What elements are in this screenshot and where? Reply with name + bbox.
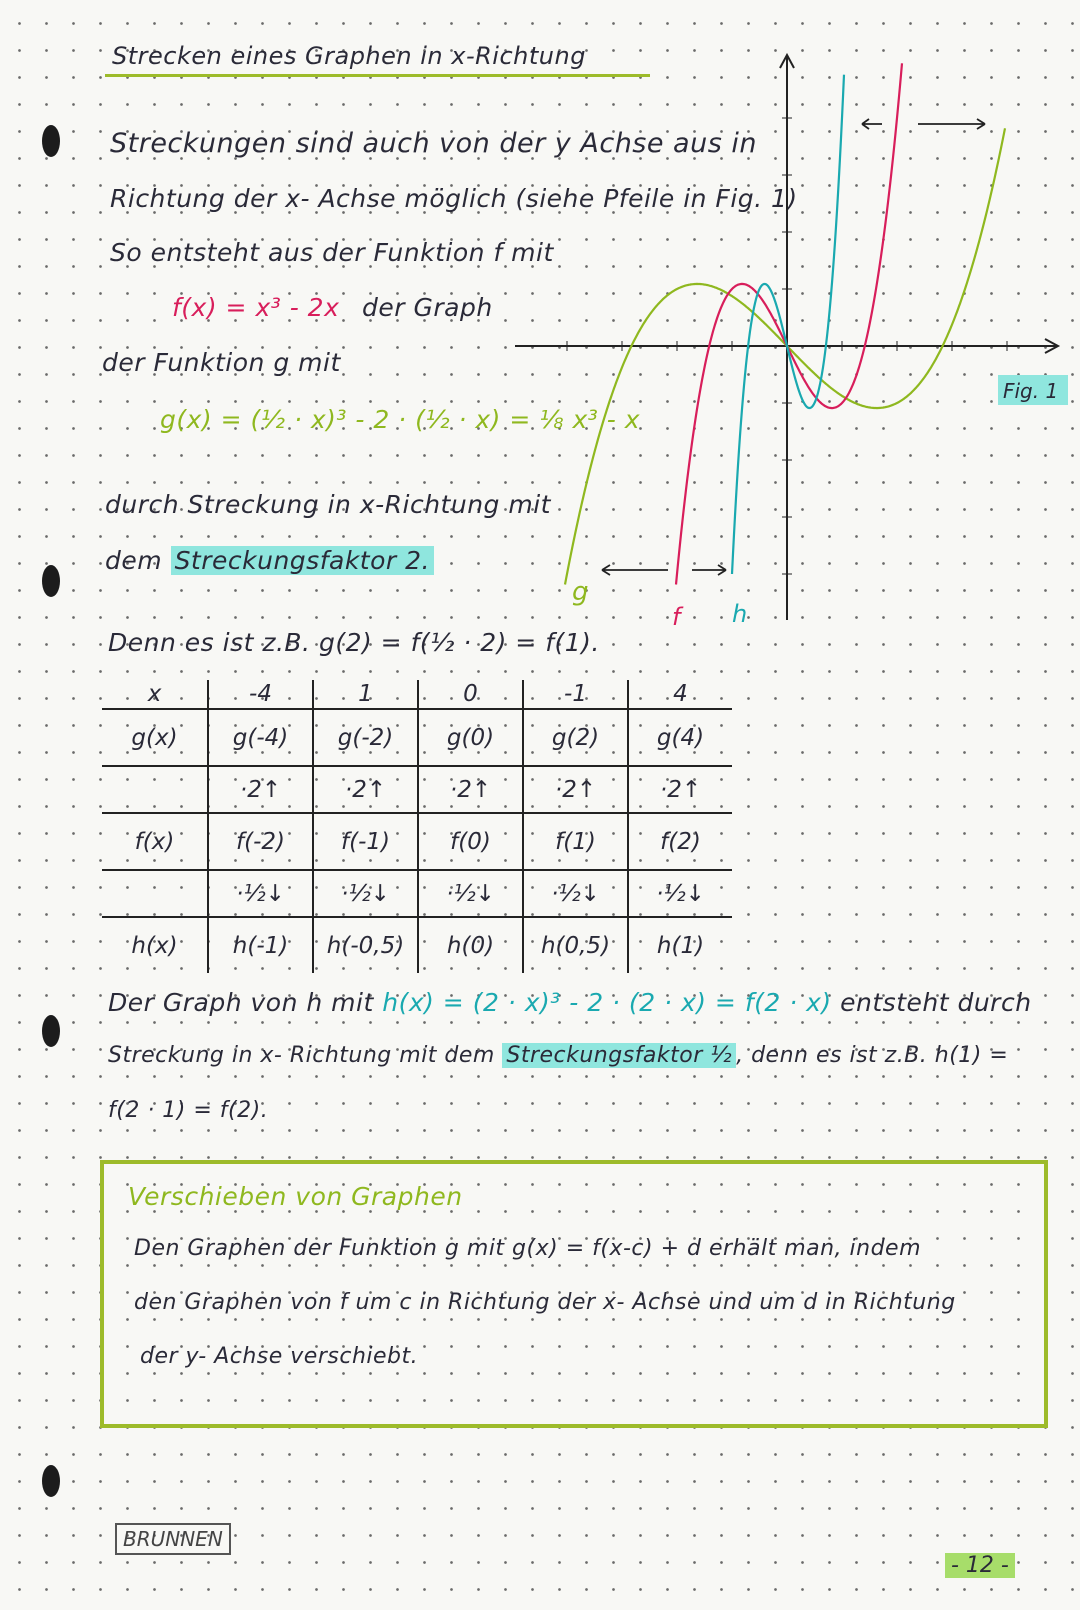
label-f: f	[672, 603, 681, 631]
table-cell: h(-0,5)	[313, 917, 418, 973]
h-text-line-2-prefix: Streckung in x- Richtung mit dem	[108, 1043, 495, 1068]
table-cell: x	[102, 680, 208, 709]
table-cell: g(x)	[102, 709, 208, 766]
function-graph-figure	[0, 0, 1080, 640]
table-cell: ·½↓	[523, 870, 628, 917]
intro-line-6: durch Streckung in x-Richtung mit	[105, 490, 551, 519]
table-cell: g(4)	[628, 709, 732, 766]
table-cell: f(0)	[418, 813, 523, 870]
table-cell: h(1)	[628, 917, 732, 973]
table-cell	[102, 870, 208, 917]
table-cell: 0	[418, 680, 523, 709]
table-row	[102, 870, 732, 917]
stretch-factor-highlight: Streckungsfaktor 2.	[171, 546, 434, 575]
arrow-left-icon	[862, 119, 882, 129]
page-title: Strecken eines Graphen in x-Richtung	[112, 42, 586, 70]
table-cell: f(x)	[102, 813, 208, 870]
table-cell: -1	[523, 680, 628, 709]
table-cell: h(x)	[131, 932, 178, 959]
table-cell: ·½↓	[208, 870, 313, 917]
table-cell: h(0,5)	[523, 917, 628, 973]
table-cell: 1	[313, 680, 418, 709]
table-cell: ·2↑	[313, 766, 418, 813]
table-cell: ·½↓	[313, 870, 418, 917]
table-cell: ·2↑	[418, 766, 523, 813]
table-row	[102, 813, 732, 870]
table-cell: f(-1)	[313, 813, 418, 870]
table-row	[102, 709, 732, 766]
intro-line-2: Richtung der x- Achse möglich (siehe Pfeile in Fig. 1)	[110, 184, 798, 213]
intro-line-1: Streckungen sind auch von der y Achse aus in	[110, 128, 757, 159]
table-cell: f(2)	[628, 813, 732, 870]
box-title: Verschieben von Graphen	[128, 1182, 463, 1211]
box-line-3: der y- Achse verschiebt.	[140, 1344, 419, 1369]
h-text-line-2-suffix: , denn es ist z.B. h(1) =	[736, 1043, 1009, 1068]
table-cell: 4	[628, 680, 732, 709]
table-row	[102, 917, 732, 973]
intro-line-4: der Graph	[362, 293, 493, 322]
punch-hole	[42, 1465, 60, 1497]
h-text-line-1	[108, 988, 1032, 1017]
table-cell: g(-4)	[208, 709, 313, 766]
stretch-factor-half-highlight: Streckungsfaktor ½	[502, 1043, 736, 1068]
curve-g	[565, 128, 1005, 584]
intro-line-3: So entsteht aus der Funktion f mit	[110, 238, 554, 267]
label-g: g	[572, 577, 589, 607]
table-cell: g(-2)	[313, 709, 418, 766]
table-cell: h(0)	[418, 917, 523, 973]
brunnen-logo: BRUNNEN	[115, 1523, 231, 1555]
table-row	[102, 766, 732, 813]
intro-line-7-prefix: dem	[105, 546, 163, 575]
g-formula: g(x) = (½ · x)³ - 2 · (½ · x) = ⅛ x³ - x	[160, 405, 640, 434]
h-text-suffix: entsteht durch	[840, 988, 1032, 1017]
page-number: - 12 -	[945, 1553, 1015, 1578]
punch-hole	[42, 1015, 60, 1047]
table-cell: ·½↓	[418, 870, 523, 917]
h-text-line-2	[108, 1043, 1008, 1068]
example-line: Denn es ist z.B. g(2) = f(½ · 2) = f(1).	[108, 628, 600, 657]
table-cell: f(1)	[523, 813, 628, 870]
h-text-line-3: f(2 · 1) = f(2).	[108, 1098, 269, 1123]
definition-box	[100, 1160, 1048, 1428]
box-line-1: Den Graphen der Funktion g mit g(x) = f(x-c) + d erhält man, indem	[134, 1236, 922, 1261]
arrow-left-bottom-icon	[602, 565, 668, 575]
intro-line-5: der Funktion g mit	[102, 348, 341, 377]
fig-label: Fig. 1	[1003, 379, 1059, 403]
f-formula: f(x) = x³ - 2x	[172, 293, 340, 322]
arrow-right-icon	[918, 119, 985, 129]
table-cell: f(-2)	[208, 813, 313, 870]
curve-f	[676, 63, 902, 584]
arrow-right-bottom-icon	[692, 565, 726, 575]
table-cell	[102, 766, 208, 813]
table-row	[102, 680, 732, 709]
table-cell: g(2)	[523, 709, 628, 766]
table-cell: ·½↓	[628, 870, 732, 917]
label-h: h	[732, 600, 748, 628]
table-cell: h(-1)	[208, 917, 313, 973]
table-cell: -4	[208, 680, 313, 709]
value-table	[102, 680, 732, 973]
box-line-2: den Graphen von f um c in Richtung der x- Achse und um d in Richtung	[134, 1290, 956, 1315]
table-cell: ·2↑	[208, 766, 313, 813]
table-cell: g(0)	[418, 709, 523, 766]
table-cell: ·2↑	[523, 766, 628, 813]
h-formula: h(x) = (2 · x)³ - 2 · (2 · x) = f(2 · x)	[382, 988, 832, 1017]
table-cell: ·2↑	[628, 766, 732, 813]
h-text-prefix: Der Graph von h mit	[108, 988, 374, 1017]
